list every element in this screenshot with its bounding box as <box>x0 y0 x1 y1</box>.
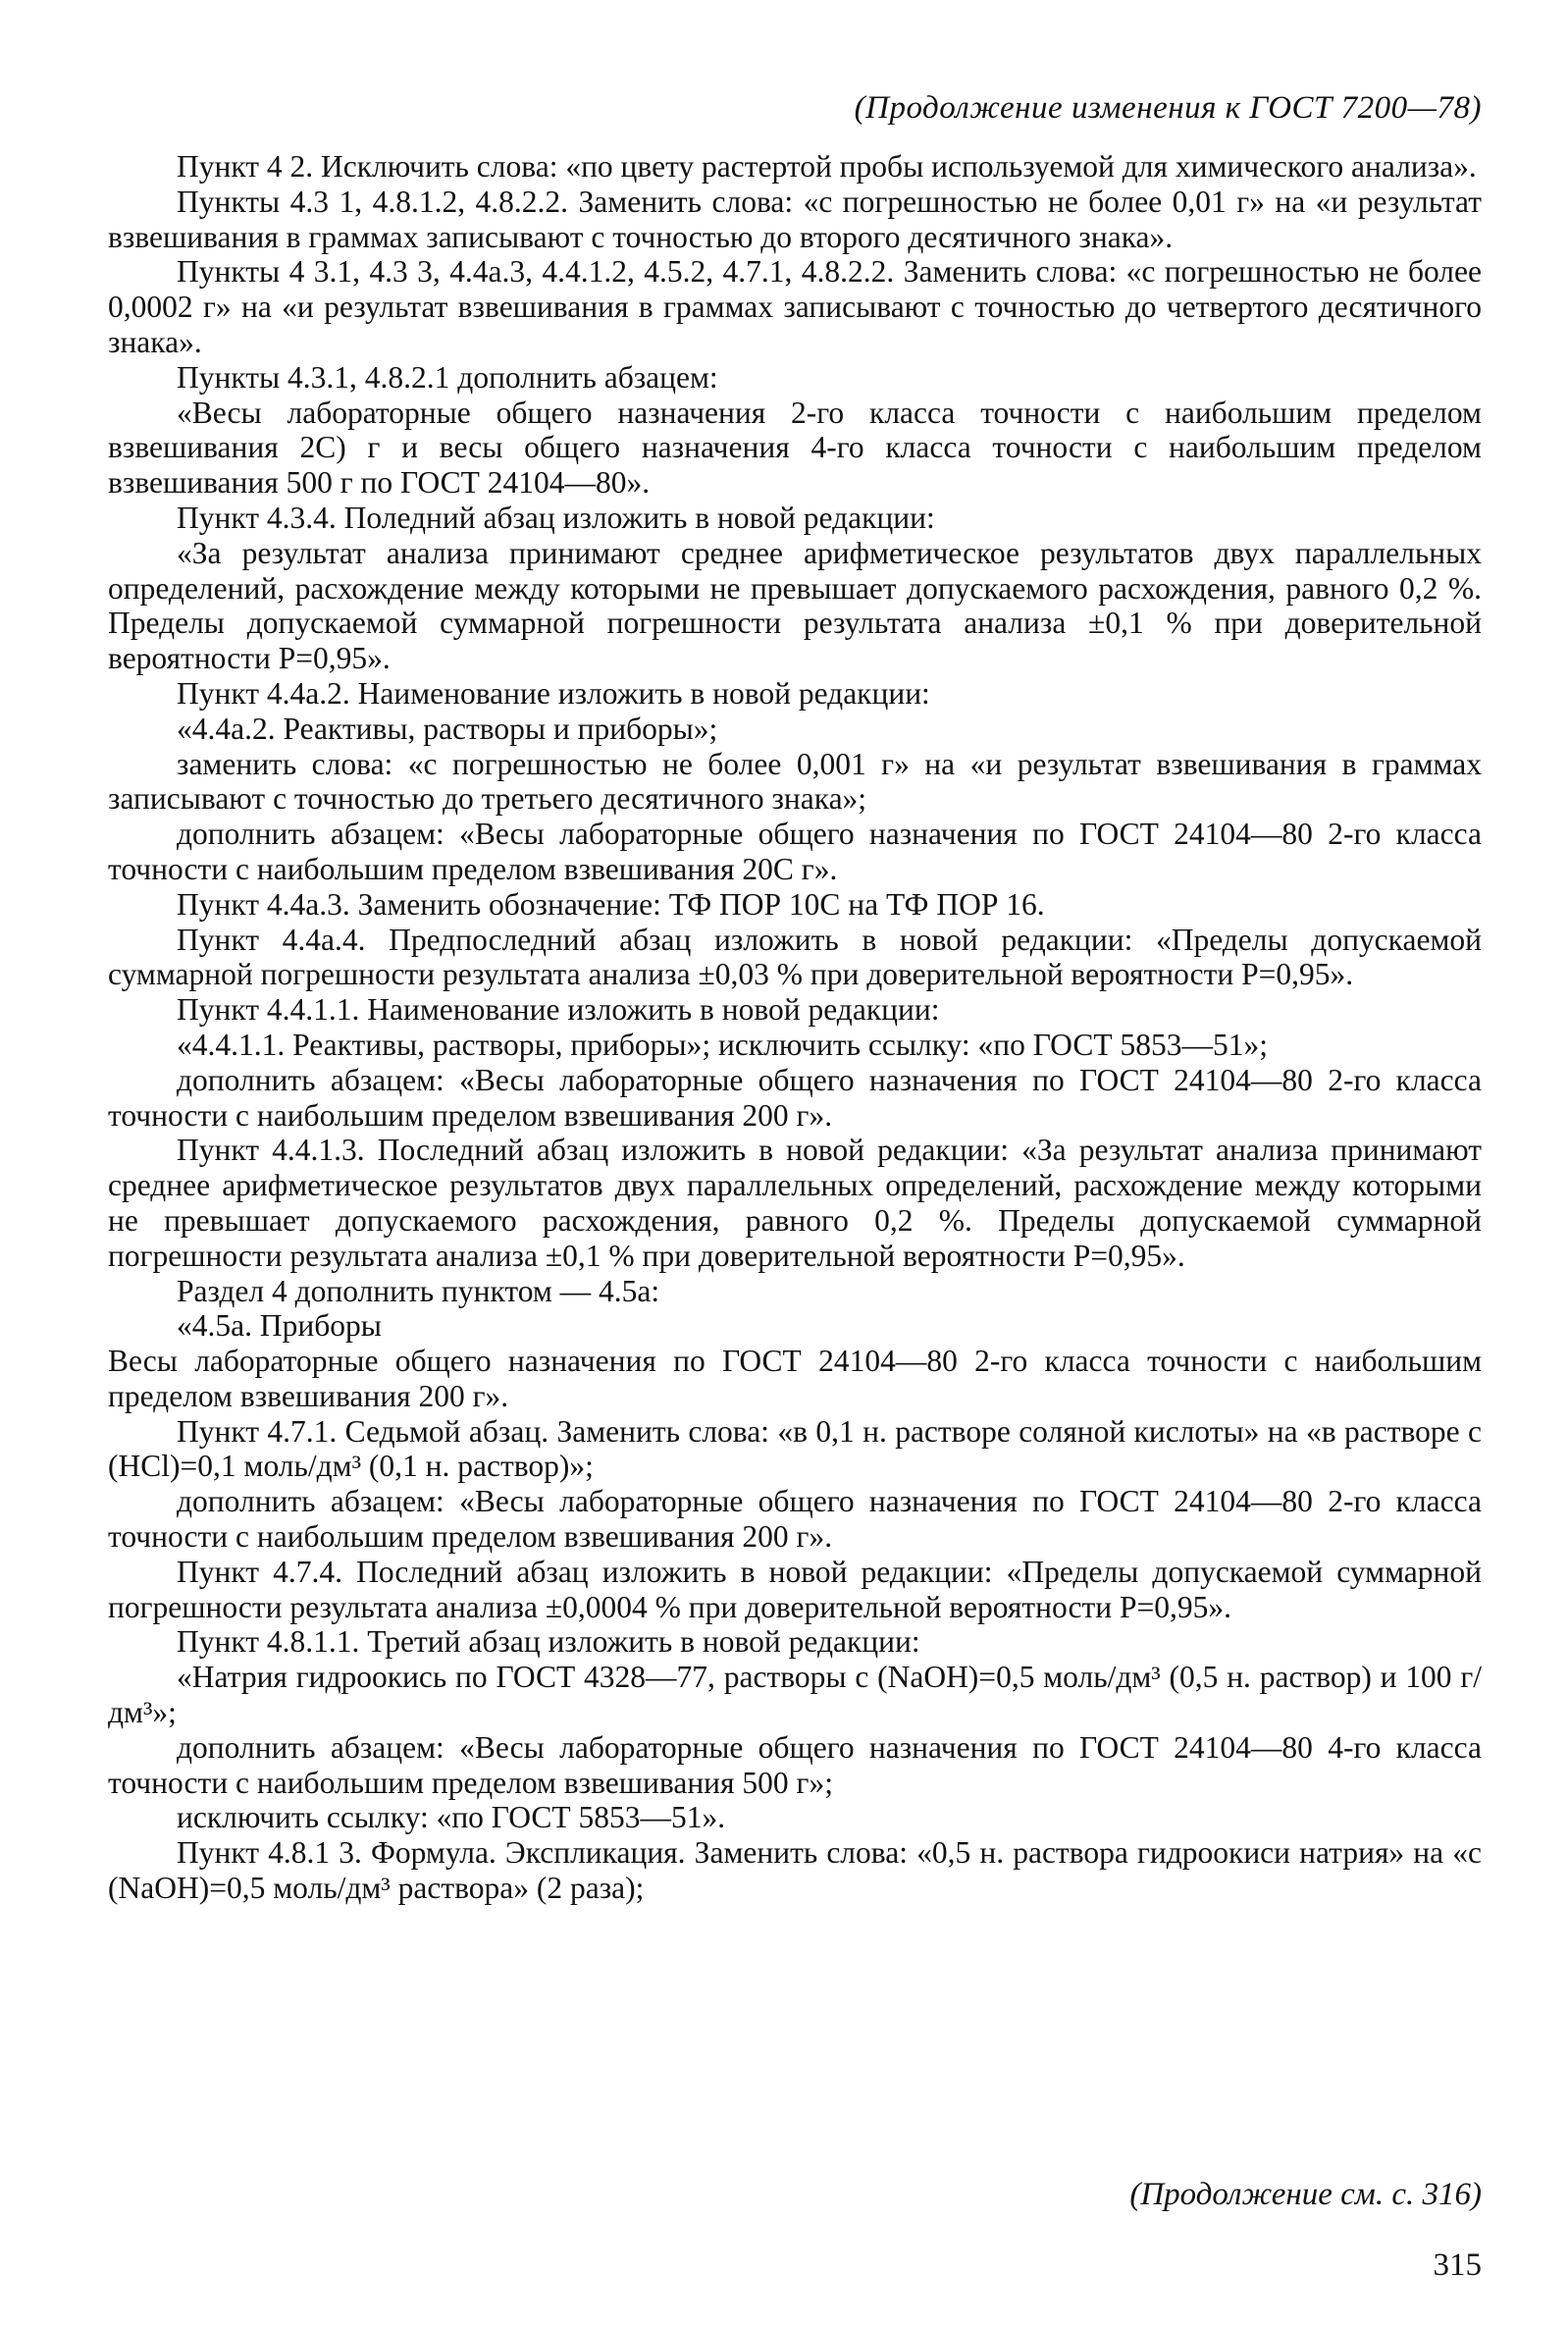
document-body <box>108 149 1482 1906</box>
paragraph: Пункты 4.3 1, 4.8.1.2, 4.8.2.2. Заменить слова: «с погрешностью не более 0,01 г» на «и результат взвешивания в граммах записывают с точностью до второго десятичного знака». <box>108 184 1482 254</box>
paragraph: заменить слова: «с погрешностью не более 0,001 г» на «и результат взвешивания в граммах записывают с точностью до третьего десятичного знака»; <box>108 746 1482 817</box>
paragraph: Пункт 4.4а.2. Наименование изложить в новой редакции: <box>177 675 930 711</box>
paragraph: Пункт 4.7.1. Седьмой абзац. Заменить слова: «в 0,1 н. растворе соляной кислоты» на «в растворе с (НСl)=0,1 моль/дм³ (0,1 н. раствор)»; <box>108 1413 1482 1484</box>
paragraph: «За результат анализа принимают среднее арифметическое результатов двух параллельных определений, расхождение между которыми не превышает допускаемого расхождения, равного 0,2 %. Пределы допускаемой суммарной погрешности результата анализа ±0,1 % при доверительной вероятности Р=0,95». <box>108 535 1482 676</box>
paragraph: Пункт 4.4.1.3. Последний абзац изложить в новой редакции: «За результат анализа принимают среднее арифметическое результатов двух параллельных определений, расхождение между которыми не превышает допускаемого расхождения, равного 0,2 %. Пределы допускаемой суммарной погрешности результата анализа ±0,1 % при доверительной вероятности Р=0,95». <box>108 1133 1482 1273</box>
paragraph: «4.5а. Приборы <box>177 1308 382 1344</box>
paragraph: «4.4.1.1. Реактивы, растворы, приборы»; исключить ссылку: «по ГОСТ 5853—51»; <box>177 1027 1268 1062</box>
paragraph: Пункт 4.4а.3. Заменить обозначение: ТФ ПОР 10С на ТФ ПОР 16. <box>177 886 1045 922</box>
paragraph: исключить ссылку: «по ГОСТ 5853—51». <box>177 1800 726 1835</box>
paragraph: дополнить абзацем: «Весы лабораторные общего назначения по ГОСТ 24104—80 2-го класса точности с наибольшим пределом взвешивания 200 г». <box>108 1062 1482 1133</box>
paragraph: Пункт 4 2. Исключить слова: «по цвету растертой пробы используемой для химического анализа». <box>177 149 1477 184</box>
paragraph: «4.4а.2. Реактивы, растворы и приборы»; <box>177 711 718 746</box>
paragraph: Пункт 4.8.1 3. Формула. Экспликация. Заменить слова: «0,5 н. раствора гидроокиси натрия» на «с (NaOH)=0,5 моль/дм³ раствора» (2 раза); <box>108 1835 1482 1906</box>
paragraph: «Весы лабораторные общего назначения 2-го класса точности с наибольшим пределом взвешивания 2С) г и весы общего назначения 4-го класса точности с наибольшим пределом взвешивания 500 г по ГОСТ 24104—80». <box>108 395 1482 501</box>
paragraph: Пункт 4.7.4. Последний абзац изложить в новой редакции: «Пределы допускаемой суммарной погрешности результата анализа ±0,0004 % при доверительной вероятности Р=0,95». <box>108 1554 1482 1624</box>
page-number: 315 <box>1433 2247 1482 2283</box>
paragraph: Раздел 4 дополнить пунктом — 4.5а: <box>177 1273 660 1308</box>
paragraph: дополнить абзацем: «Весы лабораторные общего назначения по ГОСТ 24104—80 4-го класса точности с наибольшим пределом взвешивания 500 г»; <box>108 1729 1482 1800</box>
paragraph: Пункт 4.8.1.1. Третий абзац изложить в новой редакции: <box>177 1624 920 1660</box>
page-header: (Продолжение изменения к ГОСТ 7200—78) <box>854 90 1482 126</box>
paragraph: Пункты 4.3.1, 4.8.2.1 дополнить абзацем: <box>177 359 718 395</box>
paragraph: Пункт 4.3.4. Поледний абзац изложить в новой редакции: <box>177 500 935 535</box>
paragraph: Пункты 4 3.1, 4.3 3, 4.4а.3, 4.4.1.2, 4.5.2, 4.7.1, 4.8.2.2. Заменить слова: «с погрешностью не более 0,0002 г» на «и результат взвешивания в граммах записывают с точностью до четвертого десятичного знака». <box>108 254 1482 359</box>
paragraph: Пункт 4.4а.4. Предпоследний абзац изложить в новой редакции: «Пределы допускаемой суммарной погрешности результата анализа ±0,03 % при доверительной вероятности Р=0,95». <box>108 922 1482 992</box>
paragraph: Пункт 4.4.1.1. Наименование изложить в новой редакции: <box>177 992 940 1028</box>
paragraph: дополнить абзацем: «Весы лабораторные общего назначения по ГОСТ 24104—80 2-го класса точности с наибольшим пределом взвешивания 20С г». <box>108 817 1482 886</box>
continuation-note: (Продолжение см. с. 316) <box>1129 2177 1482 2212</box>
paragraph: Весы лабораторные общего назначения по ГОСТ 24104—80 2-го класса точности с наибольшим пределом взвешивания 200 г». <box>108 1344 1482 1413</box>
paragraph: «Натрия гидроокись по ГОСТ 4328—77, растворы с (NaOH)=0,5 моль/дм³ (0,5 н. раствор) и 100 г/дм³»; <box>108 1660 1482 1730</box>
paragraph: дополнить абзацем: «Весы лабораторные общего назначения по ГОСТ 24104—80 2-го класса точности с наибольшим пределом взвешивания 200 г». <box>108 1484 1482 1555</box>
